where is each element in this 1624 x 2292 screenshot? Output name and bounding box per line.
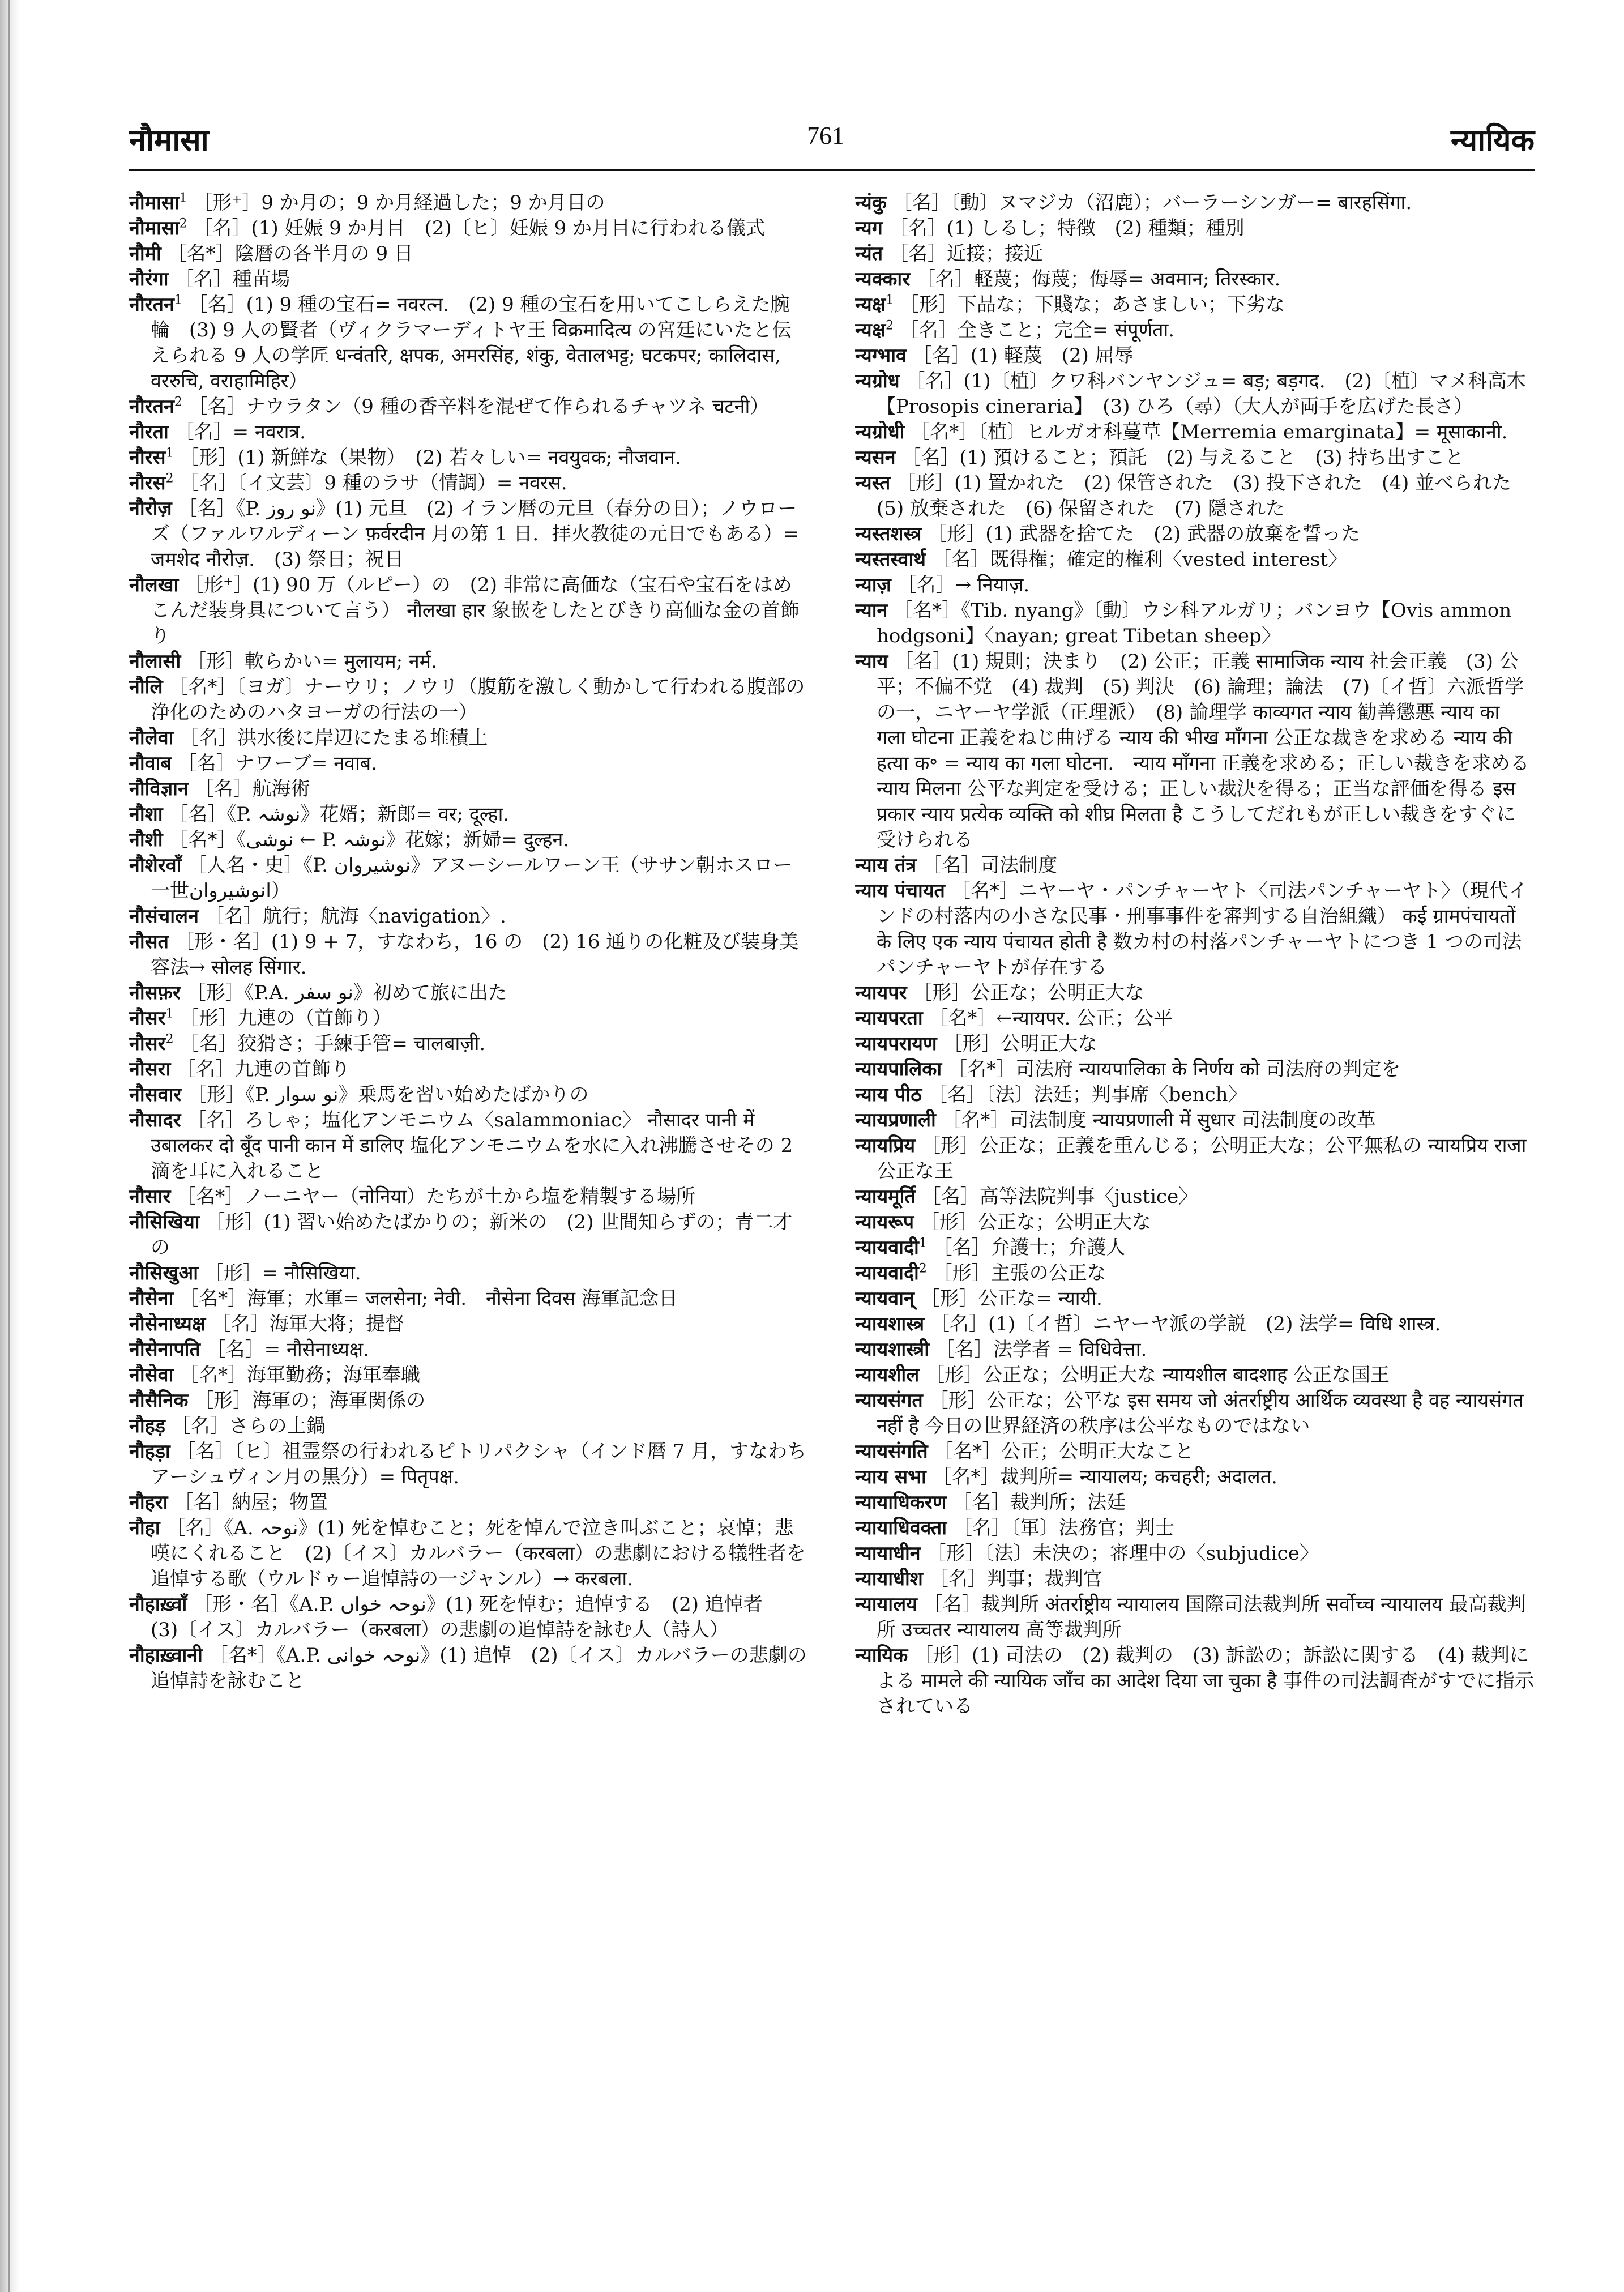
entry-definition: ［形］《P. نو سوار》乗馬を習い始めたばかりの [181, 1083, 589, 1106]
entry-headword: नौसिखिया [129, 1211, 200, 1234]
entry-headword: नौरता [129, 421, 169, 443]
entry-definition: ［名］ナワーブ= नवाब. [171, 752, 378, 775]
entry-headword: नौसरा [129, 1058, 171, 1081]
dictionary-entry [129, 190, 809, 216]
entry-headword: नौरंगा [129, 268, 169, 291]
dictionary-entry [855, 1210, 1535, 1235]
entry-definition: ［名*］公正；公明正大なこと [928, 1440, 1194, 1463]
entry-headword: न्यायसंगति [855, 1440, 928, 1463]
entry-definition: ［名］洪水後に岸辺にたまる堆積土 [173, 727, 488, 749]
entry-definition: ［名］司法制度 [916, 854, 1058, 877]
dictionary-entry [129, 267, 809, 292]
homograph-number: 1 [918, 1236, 927, 1250]
entry-definition: ［形］〔法〕未決の；審理中の〈subjudice〉 [920, 1542, 1319, 1565]
entry-definition: ［名］(1)〔イ哲〕ニヤーヤ派の学説 (2) 法学= विधि शास्त्र. [924, 1313, 1441, 1335]
entry-definition: ［名］納屋；物置 [168, 1491, 328, 1514]
entry-definition: ［形］公正な；公明正大な [907, 981, 1144, 1004]
dictionary-entry [129, 573, 809, 649]
entry-headword: न्यायाधीश [855, 1568, 923, 1590]
dictionary-entry [855, 1082, 1535, 1108]
page-binding-shadow [0, 0, 19, 2292]
dictionary-entry [129, 827, 809, 853]
dictionary-entry [855, 878, 1535, 980]
page-header [129, 118, 1535, 163]
entry-headword: नौसत [129, 931, 169, 953]
entry-headword: न्यान [855, 599, 888, 622]
entry-definition: ［名］《P. نوشہ》花婿；新郎= वर; दूल्हा. [163, 803, 510, 826]
entry-definition: ［名］〔軍〕法務官；判士 [947, 1517, 1174, 1539]
entry-headword: न्यायमूर्ति [855, 1185, 916, 1208]
entry-definition: ［名］(1)〔植〕クワ科バンヤンジュ= बड़; बड़गद. (2)〔植〕マメ科高木【Prosopis cineraria】 (3) ひろ（尋）（大人が両手を広げた長さ） [877, 370, 1526, 418]
entry-definition: ［名］(1) 妊娠 9 か月目 (2)〔ヒ〕妊娠 9 か月目に行われる儀式 [187, 217, 766, 240]
entry-headword: नौसेना [129, 1287, 174, 1310]
entry-definition: ［名*］ノーニヤー（नोनिया）たちが土から塩を精製する場所 [170, 1185, 696, 1208]
entry-definition: ［名］《P. نو روز》(1) 元旦 (2) イラン暦の元旦（春分の日）；ノウローズ（ファルワルディーン फ़र्वरदीन 月の第 1 日．拝火教徒の元日でもある）= जमशेद नौरोज़. (3) 祭日；祝日 [151, 497, 800, 571]
right-column [855, 190, 1535, 2252]
dictionary-entry [129, 1643, 809, 1694]
entry-headword: नौसर [129, 1032, 166, 1055]
entry-definition: ［名］= नौसेनाध्यक्ष. [200, 1338, 369, 1361]
entry-headword: न्यायप्रिय [855, 1134, 916, 1157]
entry-definition: ［名］(1) しるし；特徴 (2) 種類；種別 [882, 217, 1245, 240]
entry-definition: ［名］近接；接近 [883, 242, 1043, 265]
dictionary-entry [129, 675, 809, 725]
entry-headword: नौसेवा [129, 1364, 174, 1386]
dictionary-entry [855, 1643, 1535, 1719]
entry-definition: ［名*］《A.P. نوحہ خوانی》(1) 追悼 (2)〔イス〕カルバラーの悲劇の追悼詩を詠むこと [151, 1644, 807, 1692]
entry-headword: न्याय [855, 650, 888, 673]
dictionary-entry [129, 1210, 809, 1261]
entry-headword: न्यग्रोध [855, 370, 900, 392]
entry-definition: ［形］公正な= न्यायी. [914, 1287, 1102, 1310]
entry-headword: नौसफ़र [129, 981, 181, 1004]
entry-definition: ［名］既得権；確定的権利〈vested interest〉 [926, 548, 1348, 571]
page-number: 761 [807, 122, 844, 150]
entry-definition: ［形］(1) 習い始めたばかりの；新米の (2) 世間知らずの；青二才の [151, 1211, 793, 1259]
dictionary-entry [129, 1031, 809, 1057]
entry-headword: न्यायपरायण [855, 1032, 937, 1055]
dictionary-entry [129, 980, 809, 1006]
entry-definition: ［名*］海軍勤務；海軍奉職 [173, 1364, 421, 1386]
entry-definition: ［名］航海術 [188, 778, 310, 800]
entry-definition: ［名］判事；裁判官 [922, 1568, 1102, 1590]
dictionary-entry [855, 853, 1535, 878]
dictionary-entry [129, 1516, 809, 1592]
entry-headword: न्यक्कार [855, 268, 911, 291]
dictionary-entry [855, 1261, 1535, 1286]
entry-headword: नौरतन [129, 395, 174, 418]
entry-headword: नौलि [129, 676, 163, 698]
entry-definition: ［名］〔法〕法廷；判事席〈bench〉 [922, 1083, 1247, 1106]
dictionary-entry [129, 1261, 809, 1286]
entry-definition: ［名］種苗場 [168, 268, 290, 291]
entry-headword: नौहड़ [129, 1415, 165, 1437]
entry-definition: ［形］公正な；公明正大な न्यायशील बादशाह 公正な国王 [919, 1364, 1390, 1386]
dictionary-entry [129, 445, 809, 471]
entry-headword: न्याय पंचायत [855, 880, 945, 902]
entry-headword: नौसार [129, 1185, 171, 1208]
homograph-number: 1 [165, 446, 174, 460]
dictionary-entry [855, 1541, 1535, 1567]
dictionary-entry [855, 1592, 1535, 1643]
dictionary-entry [855, 241, 1535, 267]
entry-definition: ［名］狡猾さ；手練手管= चालबाज़ी. [173, 1032, 486, 1055]
homograph-number: 2 [886, 318, 894, 333]
entry-definition: ［名*］《Tib. nyang》〔動〕ウシ科アルガリ；バンヨウ【Ovis ammon hodgsoni】〈nayan; great Tibetan sheep〉 [877, 599, 1512, 647]
entry-headword: नौरतन [129, 293, 174, 316]
entry-headword: नौहा [129, 1517, 160, 1539]
entry-headword: न्यग्भाव [855, 344, 907, 367]
dictionary-entry [855, 649, 1535, 853]
entry-definition: ［人名・史］《P. نوشیروان》アヌーシールワーン王（ササン朝ホスロー一世انوشیروان） [151, 854, 793, 902]
dictionary-entry [855, 1465, 1535, 1490]
dictionary-entry [855, 522, 1535, 547]
entry-headword: न्यायपालिका [855, 1058, 942, 1081]
entry-headword: नौसर [129, 1007, 166, 1030]
dictionary-entry [855, 318, 1535, 343]
entry-headword: न्यायाधिकरण [855, 1491, 947, 1514]
entry-headword: न्याय सभा [855, 1466, 926, 1488]
dictionary-entry [129, 751, 809, 776]
left-running-headword: नौमासा [129, 122, 209, 158]
dictionary-entry [129, 1439, 809, 1490]
entry-headword: नौशी [129, 829, 163, 851]
entry-headword: न्यायरूप [855, 1211, 914, 1234]
entry-headword: नौलेवा [129, 727, 174, 749]
dictionary-entry [129, 1337, 809, 1363]
entry-headword: न्यसन [855, 446, 896, 469]
dictionary-entry [129, 420, 809, 445]
dictionary-entry [129, 853, 809, 904]
dictionary-entry [855, 216, 1535, 241]
dictionary-entry [855, 1108, 1535, 1133]
entry-headword: न्यायशास्त्री [855, 1338, 930, 1361]
dictionary-entry [855, 369, 1535, 420]
entry-headword: नौसंचालन [129, 905, 199, 928]
entry-headword: नौरोज़ [129, 497, 172, 520]
entry-headword: न्यंकु [855, 191, 887, 214]
dictionary-entry [855, 471, 1535, 522]
dictionary-entry [129, 1057, 809, 1082]
dictionary-entry [855, 1006, 1535, 1031]
dictionary-entry [855, 1490, 1535, 1516]
dictionary-entry [855, 445, 1535, 471]
dictionary-entry [129, 1184, 809, 1210]
dictionary-entry [855, 598, 1535, 649]
entry-definition: ［名*］裁判所= न्यायालय; कचहरी; अदालत. [926, 1466, 1277, 1488]
dictionary-entry [855, 190, 1535, 216]
entry-definition: ［形⁺］(1) 90 万（ルピー）の (2) 非常に高価な（宝石や宝石をはめこんだ装身具について言う） नौलखा हार 象嵌をしたとびきり高価な金の首飾り [151, 574, 800, 647]
entry-definition: ［名*］海軍；水軍= जलसेना; नेवी. नौसेना दिवस 海軍記念日 [173, 1287, 678, 1310]
dictionary-entry [129, 394, 809, 420]
dictionary-entry [129, 1388, 809, 1414]
entry-headword: न्यस्त [855, 472, 891, 494]
entry-headword: न्यायप्रणाली [855, 1109, 936, 1132]
entry-definition: ［形］海軍の；海軍関係の [188, 1389, 426, 1412]
dictionary-entry [129, 471, 809, 496]
entry-definition: ［形］下品な；下賤な；あさましい；下劣な [894, 293, 1285, 316]
entry-headword: न्यायसंगत [855, 1389, 923, 1412]
entry-headword: नौलखा [129, 574, 179, 596]
dictionary-entry [855, 1312, 1535, 1337]
dictionary-entry [129, 1006, 809, 1031]
entry-headword: न्याय पीठ [855, 1083, 922, 1106]
entry-headword: न्यायवान् [855, 1287, 914, 1310]
dictionary-entry [129, 1082, 809, 1108]
entry-definition: ［形］公正な；正義を重んじる；公明正大な；公平無私の न्यायप्रिय राजा 公正な王 [877, 1134, 1527, 1183]
dictionary-entry [129, 649, 809, 675]
dictionary-entry [855, 573, 1535, 598]
entry-definition: ［名］→ नियाज़. [891, 574, 1030, 596]
entry-definition: ［名］さらの土鍋 [165, 1415, 326, 1437]
entry-headword: नौमासा [129, 191, 180, 214]
entry-definition: ［名*］←न्यायपर. 公正；公平 [922, 1007, 1173, 1030]
entry-definition: ［形］= नौसिखिया. [198, 1262, 361, 1284]
header-rule [129, 169, 1535, 171]
entry-headword: नौसेनापति [129, 1338, 200, 1361]
homograph-number: 2 [174, 395, 182, 409]
entry-headword: नौसवार [129, 1083, 182, 1106]
dictionary-entry [855, 1439, 1535, 1465]
dictionary-entry [129, 496, 809, 573]
dictionary-entry [855, 343, 1535, 369]
dictionary-entry [129, 1490, 809, 1516]
homograph-number: 2 [165, 471, 174, 486]
entry-definition: ［名*］〔ヨガ〕ナーウリ；ノウリ（腹筋を激しく動かして行われる腹部の浄化のためのハタヨーガの行法の一） [151, 676, 805, 724]
dictionary-entry [855, 1567, 1535, 1592]
dictionary-entry [129, 216, 809, 241]
entry-headword: नौहड़ा [129, 1440, 170, 1463]
entry-headword: नौसादर [129, 1109, 181, 1132]
dictionary-entry [855, 1388, 1535, 1439]
entry-definition: ［形］主張の公正な [926, 1262, 1106, 1284]
entry-definition: ［名］九連の首飾り [170, 1058, 351, 1081]
entry-definition: ［名］(1) 9 種の宝石= नवरत्न. (2) 9 種の宝石を用いてこしらえた腕輪 (3) 9 人の賢者（ヴィクラマーディトヤ王 विक्रमादित्य の宮廷にいたと伝えられる 9 人の学匠 धन्वंतरि, क्षपक, अमरसिंह, शंकु, वेतालभट्ट; घटकपर; कालिदास, वररुचि, वराहामिहिर） [151, 293, 792, 392]
dictionary-entry [855, 1286, 1535, 1312]
entry-headword: नौलासी [129, 650, 181, 673]
dictionary-entry [129, 1363, 809, 1388]
homograph-number: 2 [165, 1032, 174, 1047]
dictionary-entry [129, 1312, 809, 1337]
entry-definition: ［形］九連の（首飾り） [173, 1007, 392, 1030]
dictionary-entry [855, 547, 1535, 573]
entry-headword: न्यग [855, 217, 883, 240]
entry-headword: नौमासा [129, 217, 180, 240]
left-column [129, 190, 809, 2252]
entry-definition: ［名］海軍大将；提督 [206, 1313, 405, 1335]
entry-headword: न्यंत [855, 242, 883, 265]
entry-headword: न्यायाधिवक्ता [855, 1517, 947, 1539]
dictionary-entry [855, 1184, 1535, 1210]
entry-headword: न्यस्तशस्त्र [855, 523, 922, 545]
entry-definition: ［形］《P.A. نو سفر》初めて旅に出た [180, 981, 507, 1004]
entry-definition: ［名*］司法府 न्यायपालिका के निर्णय को 司法府の判定を [942, 1058, 1401, 1081]
entry-definition: ［形］軟らかい= मुलायम; नर्म. [181, 650, 437, 673]
entry-definition: ［名*］《نوشی ← P. نوشہ》花嫁；新婦= दुल्हन. [163, 829, 570, 851]
entry-headword: नौसेनाध्यक्ष [129, 1313, 206, 1335]
entry-headword: न्यायाधीन [855, 1542, 921, 1565]
dictionary-entry [129, 241, 809, 267]
dictionary-entry [129, 1108, 809, 1184]
entry-definition: ［形］(1) 武器を捨てた (2) 武器の放棄を誓った [921, 523, 1361, 545]
entry-definition: ［形］公正な；公明正大な [914, 1211, 1151, 1234]
entry-headword: नौहाख़्वाँ [129, 1593, 187, 1616]
entry-definition: ［名］法学者 = विधिवेत्ता. [929, 1338, 1147, 1361]
dictionary-entry [855, 980, 1535, 1006]
entry-headword: न्यायपर [855, 981, 907, 1004]
entry-headword: नौहाख़्वानी [129, 1644, 203, 1667]
entry-headword: नौसिखुआ [129, 1262, 199, 1284]
dictionary-entry [129, 1286, 809, 1312]
entry-headword: न्यक्ष [855, 293, 886, 316]
dictionary-entry [855, 1057, 1535, 1082]
dictionary-entry [129, 292, 809, 394]
dictionary-entry [129, 1592, 809, 1643]
entry-definition: ［形］(1) 司法の (2) 裁判の (3) 訴訟の；訴訟に関する (4) 裁判による मामले की न्यायिक जाँच का आदेश दिया जा चुका है 事件の司法調査がすでに指示されている [877, 1644, 1534, 1718]
dictionary-entry [855, 1235, 1535, 1261]
entry-headword: न्यायालय [855, 1593, 917, 1616]
homograph-number: 1 [886, 293, 894, 308]
dictionary-entry [855, 1337, 1535, 1363]
entry-definition: ［名］ろしゃ；塩化アンモニウム〈salammoniac〉 नौसादर पानी में उबालकर दो बूँद पानी कान में डालिए 塩化アンモニウムを水に入れ沸騰させその 2 滴を耳に入れること [151, 1109, 793, 1183]
entry-definition: ［名］軽蔑；侮蔑；侮辱= अवमान; तिरस्कार. [910, 268, 1281, 291]
entry-definition: ［名*］ニヤーヤ・パンチャーヤト〈司法パンチャーヤト〉（現代インドの村落内の小さな民事・刑事事件を審判する自治組織） कई ग्रामपंचायतों के लिए एक न्याय पंचायत होती है 数カ村の村落パンチャーヤトにつき 1 つの司法パンチャーヤトが存在する [877, 880, 1528, 979]
entry-definition: ［形］公明正大な [937, 1032, 1097, 1055]
homograph-number: 1 [174, 293, 182, 308]
entry-definition: ［名］裁判所 अंतर्राष्ट्रीय न्यायालय 国際司法裁判所 सर्वोच्च न्यायालय 最高裁判所 उच्चतर न्यायालय 高等裁判所 [877, 1593, 1526, 1641]
entry-definition: ［名］〔ヒ〕祖霊祭の行われるピトリパクシャ（インド暦 7 月，すなわちアーシュヴィン月の黒分）= पितृपक्ष. [151, 1440, 807, 1488]
entry-definition: ［形・名］《A.P. نوحہ خواں》(1) 死を悼む；追悼する (2) 追悼者 (3)〔イス〕カルバラー（करबला）の悲劇の追悼詩を詠む人（詩人） [151, 1593, 782, 1641]
entry-definition: ［名］〔イ文芸〕9 種のラサ（情調）= नवरस. [173, 472, 567, 494]
dictionary-entry [129, 904, 809, 929]
entry-headword: नौसैनिक [129, 1389, 189, 1412]
entry-headword: न्यायवादी [855, 1236, 919, 1259]
entry-headword: नौशेरवाँ [129, 854, 182, 877]
dictionary-entry [129, 1414, 809, 1439]
entry-definition: ［名*］司法制度 न्यायप्रणाली में सुधार 司法制度の改革 [935, 1109, 1376, 1132]
entry-headword: न्यायशील [855, 1364, 920, 1386]
homograph-number: 2 [918, 1261, 927, 1276]
entry-headword: नौविज्ञान [129, 778, 189, 800]
entry-definition: ［形⁺］9 か月の；9 か月経過した；9 か月目の [187, 191, 605, 214]
entry-headword: नौरस [129, 446, 166, 469]
entry-headword: नौहरा [129, 1491, 168, 1514]
homograph-number: 1 [179, 191, 187, 206]
dictionary-entry [855, 1516, 1535, 1541]
entry-definition: ［名］高等法院判事〈justice〉 [915, 1185, 1198, 1208]
entry-definition: ［名］弁護士；弁護人 [926, 1236, 1126, 1259]
entry-definition: ［名］裁判所；法廷 [946, 1491, 1126, 1514]
homograph-number: 2 [179, 216, 187, 231]
dictionary-entry [855, 1133, 1535, 1184]
dictionary-entry [855, 1031, 1535, 1057]
entry-definition: ［名］(1) 預けること；預託 (2) 与えること (3) 持ち出すこと [895, 446, 1464, 469]
entry-definition: ［名］全きこと；完全= संपूर्णता. [894, 319, 1175, 342]
entry-definition: ［名］ナウラタン（9 種の香辛料を混ぜて作られるチャツネ चटनी） [182, 395, 770, 418]
entry-definition: ［名］《A. نوحہ》(1) 死を悼むこと；死を悼んで泣き叫ぶこと；哀悼；悲嘆にくれること (2)〔イス〕カルバラー（करबला）の悲劇における犠牲者を追悼する歌（ウルドゥー追悼詩の一ジャンル）→ करबला. [151, 1517, 806, 1590]
entry-headword: नौरस [129, 472, 166, 494]
dictionary-entry [855, 292, 1535, 318]
entry-definition: ［名］(1) 規則；決まり (2) 公正；正義 सामाजिक न्याय 社会正義 (3) 公平；不偏不党 (4) 裁判 (5) 判決 (6) 論理；論法 (7)〔イ哲〕六派哲学の一，ニヤーヤ学派（正理派） (8) 論理学 काव्यगत न्याय 勧善懲悪 न्याय का गला घोटना 正義をねじ曲げる न्याय की भीख माँगना 公正な裁きを求める न्याय की हत्या क॰ = न्याय का गला घोटना. न्याय माँगना 正義を求める；正しい裁きを求める न्याय मिलना 公平な判定を受ける；正しい裁決を得る；正当な評価を得る इस प्रकार न्याय प्रत्येक व्यक्ति को शीघ्र मिलता है こうしてだれもが正しい裁きをすぐに受けられる [877, 650, 1529, 851]
entry-definition: ［名］〔動〕ヌマジカ（沼鹿）；バーラーシンガー= बारहसिंगा. [886, 191, 1412, 214]
right-running-headword: न्यायिक [1450, 122, 1535, 158]
entry-headword: न्यायवादी [855, 1262, 919, 1284]
dictionary-entry [129, 802, 809, 827]
entry-headword: नौवाब [129, 752, 172, 775]
entry-headword: न्यायिक [855, 1644, 908, 1667]
dictionary-entry [855, 267, 1535, 292]
dictionary-entry [129, 929, 809, 980]
entry-definition: ［名］= नवरात्र. [168, 421, 306, 443]
entry-definition: ［形・名］(1) 9 + 7，すなわち，16 の (2) 16 通りの化粧及び装身美容法→ सोलह सिंगार. [151, 931, 799, 979]
entry-headword: नौशा [129, 803, 163, 826]
homograph-number: 1 [165, 1006, 174, 1021]
entry-definition: ［形］公正な；公平な इस समय जो अंतर्राष्ट्रीय आर्थिक व्यवस्था है वह न्यायसंगत नहीं है 今日の世界経済の秩序は公平なものではない [877, 1389, 1524, 1437]
entry-headword: न्यायपरता [855, 1007, 923, 1030]
dictionary-entry [129, 725, 809, 751]
entry-headword: न्यस्तस्वार्थ [855, 548, 926, 571]
entry-headword: न्यक्ष [855, 319, 886, 342]
entry-headword: न्यग्रोधी [855, 421, 905, 443]
entry-definition: ［形］(1) 新鮮な（果物） (2) 若々しい= नवयुवक; नौजवान. [173, 446, 681, 469]
dictionary-entry [855, 420, 1535, 445]
entry-definition: ［名*］〔植〕ヒルガオ科蔓草【Merremia emarginata】= मूसाकानी. [904, 421, 1508, 443]
entry-headword: न्याज़ [855, 574, 891, 596]
entry-headword: न्यायशास्त्र [855, 1313, 925, 1335]
entry-headword: नौमी [129, 242, 161, 265]
binding-line [8, 0, 10, 2292]
entry-definition: ［形］(1) 置かれた (2) 保管された (3) 投下された (4) 並べられた (5) 放棄された (6) 保留された (7) 隠された [877, 472, 1531, 520]
entry-headword: न्याय तंत्र [855, 854, 917, 877]
entry-definition: ［名*］陰暦の各半月の 9 日 [161, 242, 413, 265]
dictionary-entry [129, 776, 809, 802]
dictionary-entry [855, 1363, 1535, 1388]
entry-definition: ［名］航行；航海〈navigation〉. [198, 905, 506, 928]
entry-definition: ［名］(1) 軽蔑 (2) 屈辱 [906, 344, 1134, 367]
